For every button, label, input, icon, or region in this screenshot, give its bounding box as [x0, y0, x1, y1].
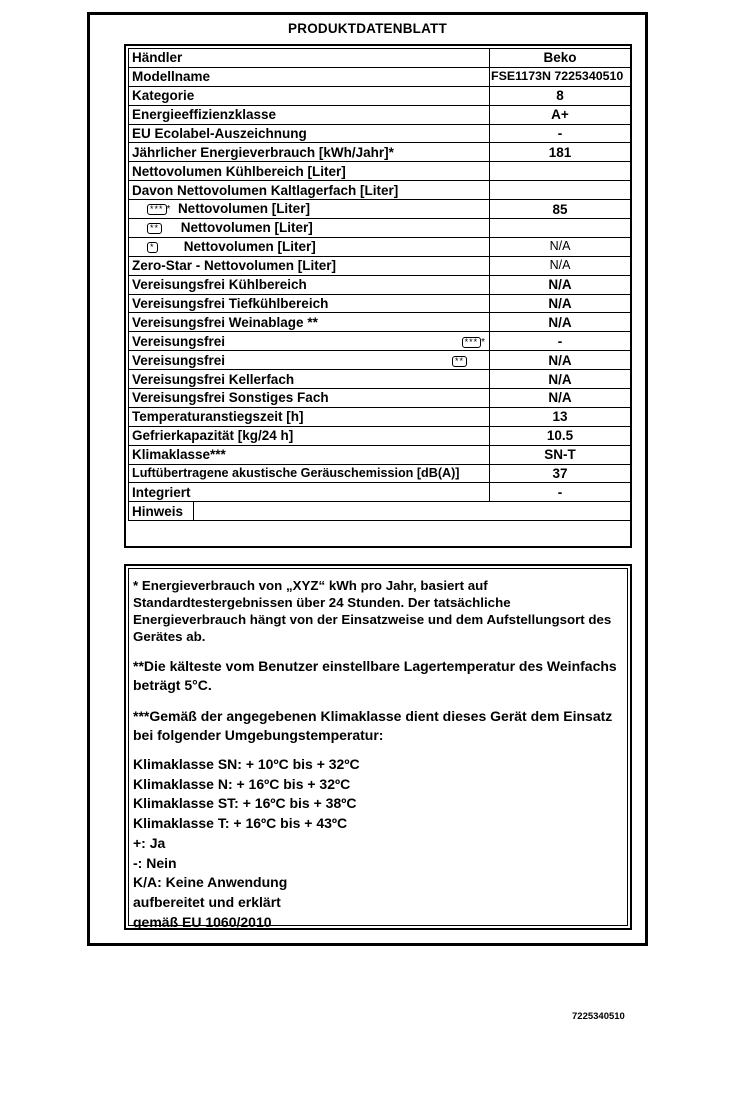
- table-row: [129, 332, 631, 351]
- row-label: Vereisungsfrei Kühlbereich: [129, 275, 490, 294]
- row-value: N/A: [490, 370, 631, 389]
- list-item: K/A: Keine Anwendung: [133, 874, 288, 891]
- row-value: N/A: [490, 275, 631, 294]
- row-value: 13: [490, 407, 631, 426]
- row-value: N/A: [490, 351, 631, 370]
- row-value: -: [490, 124, 631, 143]
- row-value: [490, 162, 631, 181]
- row-label: Händler: [129, 49, 490, 68]
- row-label: Energieeffizienzklasse: [129, 105, 490, 124]
- row-value: 85: [490, 200, 631, 219]
- row-value: N/A: [490, 313, 631, 332]
- row-label-with-stars: [129, 219, 490, 238]
- row-label: Nettovolumen [Liter]: [180, 220, 313, 236]
- list-item: Klimaklasse T: + 16ºC bis + 43ºC: [133, 815, 348, 832]
- row-label: EU Ecolabel-Auszeichnung: [129, 124, 490, 143]
- table-row: [129, 426, 631, 445]
- table-row: [129, 200, 631, 219]
- table-row: [129, 445, 631, 464]
- table-row: [129, 407, 631, 426]
- row-label: Luftübertragene akustische Geräuschemission [dB(A)]: [129, 464, 490, 483]
- row-label: Temperaturanstiegszeit [h]: [129, 407, 490, 426]
- row-value: 8: [490, 86, 631, 105]
- table-row: [129, 389, 631, 408]
- row-value: [490, 219, 631, 238]
- row-label: Nettovolumen [Liter]: [177, 201, 310, 217]
- table-row: [129, 294, 631, 313]
- row-value: -: [490, 483, 631, 502]
- row-value: N/A: [490, 256, 631, 275]
- row-label: Vereisungsfrei Sonstiges Fach: [129, 389, 490, 408]
- row-label: Kategorie: [129, 86, 490, 105]
- row-label: Jährlicher Energieverbrauch [kWh/Jahr]*: [129, 143, 490, 162]
- list-item: gemäß EU 1060/2010: [133, 913, 272, 930]
- row-value: 37: [490, 464, 631, 483]
- product-data-sheet: [87, 12, 648, 946]
- row-label: Nettovolumen [Liter]: [183, 239, 316, 255]
- row-value: [490, 181, 631, 200]
- row-value: -: [490, 332, 631, 351]
- row-label-with-stars: [129, 237, 490, 256]
- row-label: Gefrierkapazität [kg/24 h]: [129, 426, 490, 445]
- row-value: A+: [490, 105, 631, 124]
- list-item: +: Ja: [133, 834, 166, 851]
- row-label-with-stars: [129, 351, 490, 370]
- three-star-icon: ***: [462, 337, 482, 348]
- spec-table: [128, 48, 631, 521]
- row-value: FSE1173N 7225340510: [490, 67, 631, 86]
- list-item: Klimaklasse ST: + 16ºC bis + 38ºC: [133, 795, 357, 812]
- footnote-energy: * Energieverbrauch von „XYZ“ kWh pro Jahr, basiert auf Standardtestergebnissen über 24 Stunden. Der tatsächliche Energieverbrauch hängt von der Einsatzweise und dem Aufstellungsort des Gerätes ab.: [133, 578, 612, 644]
- table-row: [129, 219, 631, 238]
- row-label: Vereisungsfrei Weinablage **: [129, 313, 490, 332]
- document-code: 7225340510: [572, 1011, 625, 1022]
- table-row: [129, 502, 631, 521]
- row-label: Vereisungsfrei Tiefkühlbereich: [129, 294, 490, 313]
- row-label: Vereisungsfrei: [132, 352, 226, 368]
- table-row: [129, 67, 631, 86]
- table-row: [129, 124, 631, 143]
- row-label: Modellname: [129, 67, 490, 86]
- table-row: [129, 256, 631, 275]
- table-row: [129, 237, 631, 256]
- table-row: [129, 105, 631, 124]
- spec-table-frame: [124, 44, 632, 548]
- row-label: Klimaklasse***: [129, 445, 490, 464]
- row-label: Vereisungsfrei Kellerfach: [129, 370, 490, 389]
- row-value: SN-T: [490, 445, 631, 464]
- row-value: N/A: [490, 237, 631, 256]
- cell-divider: [193, 502, 194, 520]
- table-row: [129, 483, 631, 502]
- list-item: -: Nein: [133, 854, 177, 871]
- table-row: [129, 275, 631, 294]
- footnote-climate: ***Gemäß der angegebenen Klimaklasse dient dieses Gerät dem Einsatz bei folgender Umgebungstemperatur:: [133, 708, 613, 743]
- row-label: Zero-Star - Nettovolumen [Liter]: [129, 256, 490, 275]
- footnote-wine: **Die kälteste vom Benutzer einstellbare Lagertemperatur des Weinfachs beträgt 5°C.: [133, 658, 617, 693]
- row-label: Nettovolumen Kühlbereich [Liter]: [129, 162, 490, 181]
- row-value: Beko: [490, 49, 631, 68]
- list-item: Klimaklasse SN: + 10ºC bis + 32ºC: [133, 756, 360, 772]
- star-tail-icon: *: [166, 204, 171, 216]
- table-row: [129, 351, 631, 370]
- list-item: Klimaklasse N: + 16ºC bis + 32ºC: [133, 775, 351, 792]
- footnotes-frame: [124, 564, 632, 930]
- table-row: [129, 143, 631, 162]
- row-value: N/A: [490, 389, 631, 408]
- table-row: [129, 49, 631, 68]
- climate-list: [133, 755, 623, 932]
- table-row: [129, 313, 631, 332]
- hinweis-cell: [129, 502, 631, 521]
- row-value: 181: [490, 143, 631, 162]
- one-star-icon: *: [147, 242, 158, 253]
- row-label-with-stars: [129, 332, 490, 351]
- table-row: [129, 162, 631, 181]
- row-value: 10.5: [490, 426, 631, 445]
- table-row: [129, 181, 631, 200]
- two-star-icon: **: [147, 223, 162, 234]
- row-label: Hinweis: [132, 503, 184, 519]
- star-tail-icon: *: [481, 337, 485, 349]
- row-label-with-stars: [129, 200, 490, 219]
- two-star-icon: **: [452, 356, 467, 367]
- footnotes: [128, 568, 628, 930]
- table-row: [129, 370, 631, 389]
- row-label: Integriert: [129, 483, 490, 502]
- row-label: Davon Nettovolumen Kaltlagerfach [Liter]: [129, 181, 490, 200]
- row-label: Vereisungsfrei: [132, 333, 226, 349]
- sheet-title: PRODUKTDATENBLATT: [288, 21, 447, 36]
- list-item: aufbereitet und erklärt: [133, 893, 281, 910]
- table-row: [129, 86, 631, 105]
- table-row: [129, 464, 631, 483]
- three-star-icon: ***: [147, 204, 167, 215]
- row-value: N/A: [490, 294, 631, 313]
